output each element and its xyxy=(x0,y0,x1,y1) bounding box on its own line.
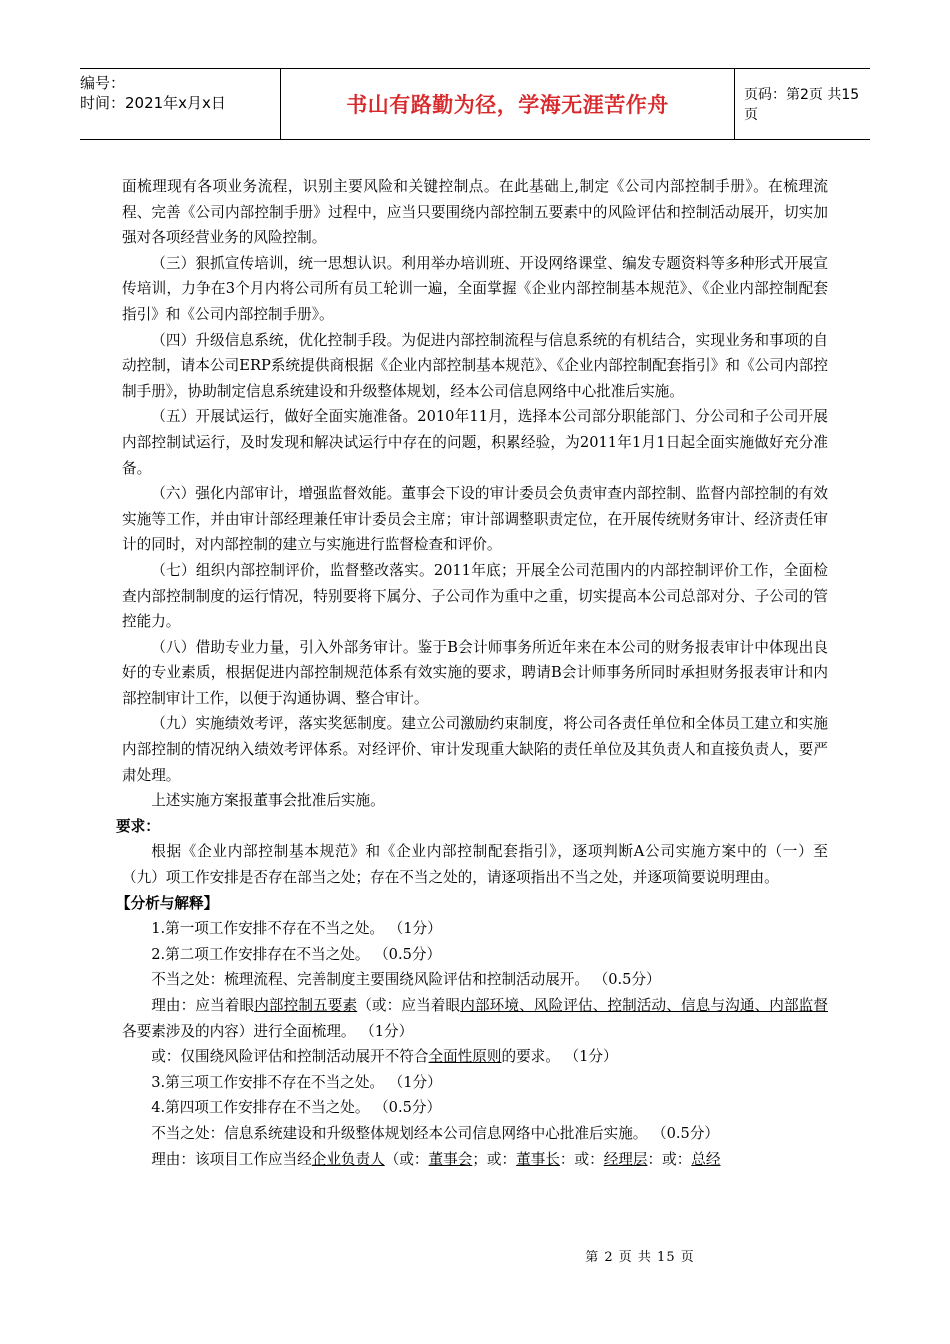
document-number-label: 编号： xyxy=(80,74,126,92)
document-body xyxy=(116,174,828,1172)
text-run: 理由：应当着眼 xyxy=(151,997,255,1014)
text-run: ：或： xyxy=(647,1150,692,1168)
underlined-term: 经理层 xyxy=(603,1150,648,1168)
underlined-term: 董事长 xyxy=(516,1150,560,1168)
analysis-line: 4.第四项工作安排存在不当之处。 （0.5分） xyxy=(151,1099,442,1117)
paragraph-item-4: （四）升级信息系统，优化控制手段。为促进内部控制流程与信息系统的有机结合，实现业务和事项的自动控制，请本公司ERP系统提供商根据《企业内部控制基本规范》、《企业内部控制配套指引》和《公司内部控制手册》，协助制定信息系统建设和升级整体规划，经本公司信息网络中心批准后实施。 xyxy=(122,331,828,400)
analysis-line: 3.第三项工作安排不存在不当之处。 （1分） xyxy=(151,1073,442,1091)
paragraph-item-7: （七）组织内部控制评价，监督整改落实。2011年底；开展全公司范围内的内部控制评价工作，全面检查内部控制制度的运行情况，特别要将下属分、子公司作为重中之重，切实提高本公司总部对分、子公司的管控能力。 xyxy=(122,561,828,631)
header-page-label: 页码：第2页 共15页 xyxy=(744,87,860,123)
text-run: 理由：该项目工作应当经 xyxy=(151,1150,312,1168)
analysis-line: 2.第二项工作安排存在不当之处。 （0.5分） xyxy=(151,945,442,963)
analysis-reason xyxy=(122,993,828,1044)
analysis-line: 不当之处：信息系统建设和升级整体规划经本公司信息网络中心批准后实施。 （0.5分） xyxy=(151,1124,720,1142)
text-run: ；或： xyxy=(472,1150,517,1168)
requirement-text: 根据《企业内部控制基本规范》和《企业内部控制配套指引》，逐项判断A公司实施方案中的（一）至（九）项工作安排是否存在部当之处；存在不当之处的，请逐项指出不当之处，并逐项简要说明理由。 xyxy=(122,843,828,887)
requirement-heading: 要求： xyxy=(116,817,160,835)
paragraph-item-8: （八）借助专业力量，引入外部务审计。鉴于B会计师事务所近年来在本公司的财务报表审计中体现出良好的专业素质，根据促进内部控制规范体系有效实施的要求，聘请B会计师事务所同时承担财务报表审计和内部控制审计工作，以便于沟通协调、整合审计。 xyxy=(122,638,828,707)
text-run: （或： xyxy=(384,1150,429,1168)
header-motto: 书山有路勤为径，学海无涯苦作舟 xyxy=(346,93,669,117)
underlined-term: 企业负责人 xyxy=(311,1150,385,1168)
header-meta xyxy=(80,69,280,139)
text-run: （或：应当着眼 xyxy=(357,997,461,1014)
analysis-line: 1.第一项工作安排不存在不当之处。 （1分） xyxy=(151,920,442,938)
underlined-term: 董事会 xyxy=(428,1150,473,1168)
analysis-reason-alt xyxy=(122,1044,828,1070)
underlined-term: 内部控制五要素 xyxy=(254,997,358,1014)
text-run: 或：仅围绕风险评估和控制活动展开不符合 xyxy=(151,1048,429,1066)
paragraph-item-5: （五）开展试运行，做好全面实施准备。2010年11月，选择本公司部分职能部门、分公司和子公司开展内部控制试运行，及时发现和解决试运行中存在的问题，积累经验，为2011年1月1日起全面实施做好充分准备。 xyxy=(122,408,828,477)
paragraph-conclusion: 上述实施方案报董事会批准后实施。 xyxy=(151,792,385,810)
header-page-cell xyxy=(735,69,870,139)
text-run: 各要素涉及的内容）进行全面梳理。 （1分） xyxy=(122,1022,414,1040)
underlined-term: 总经 xyxy=(691,1150,721,1168)
text-run: 的要求。 （1分） xyxy=(501,1048,618,1066)
underlined-term: 内部环境、风险评估、控制活动、信息与沟通、内部监督 xyxy=(460,997,828,1014)
underlined-term: 全面性原则 xyxy=(428,1048,502,1066)
analysis-heading: 【分析与解释】 xyxy=(116,894,219,912)
paragraph-item-6: （六）强化内部审计，增强监督效能。董事会下设的审计委员会负责审查内部控制、监督内部控制的有效实施等工作，并由审计部经理兼任审计委员会主席；审计部调整职责定位，在开展传统财务审计、经济责任审计的同时，对内部控制的建立与实施进行监督检查和评价。 xyxy=(122,485,828,554)
paragraph-item-9: （九）实施绩效考评，落实奖惩制度。建立公司激励约束制度，将公司各责任单位和全体员工建立和实施内部控制的情况纳入绩效考评体系。对经评价、审计发现重大缺陷的责任单位及其负责人和直接负责人，要严肃处理。 xyxy=(122,715,828,784)
page-footer: 第 2 页 共 15 页 xyxy=(585,1250,695,1265)
paragraph-item-3: （三）狠抓宣传培训，统一思想认识。利用举办培训班、开设网络课堂、编发专题资料等多种形式开展宣传培训，力争在3个月内将公司所有员工轮训一遍，全面掌握《企业内部控制基本规范》、《企业内部控制配套指引》和《公司内部控制手册》。 xyxy=(122,254,828,323)
analysis-reason xyxy=(122,1147,828,1173)
text-run: ：或： xyxy=(559,1150,604,1168)
document-time-label: 时间：2021年x月x日 xyxy=(80,94,226,112)
page-header xyxy=(80,68,870,140)
analysis-line: 不当之处：梳理流程、完善制度主要围绕风险评估和控制活动展开。 （0.5分） xyxy=(151,971,661,989)
header-motto-cell xyxy=(280,69,735,139)
paragraph-continuation: 面梳理现有各项业务流程，识别主要风险和关键控制点。在此基础上,制定《公司内部控制手册》。在梳理流程、完善《公司内部控制手册》过程中，应当只要围绕内部控制五要素中的风险评估和控制活动展开，切实加强对各项经营业务的风险控制。 xyxy=(122,178,828,247)
